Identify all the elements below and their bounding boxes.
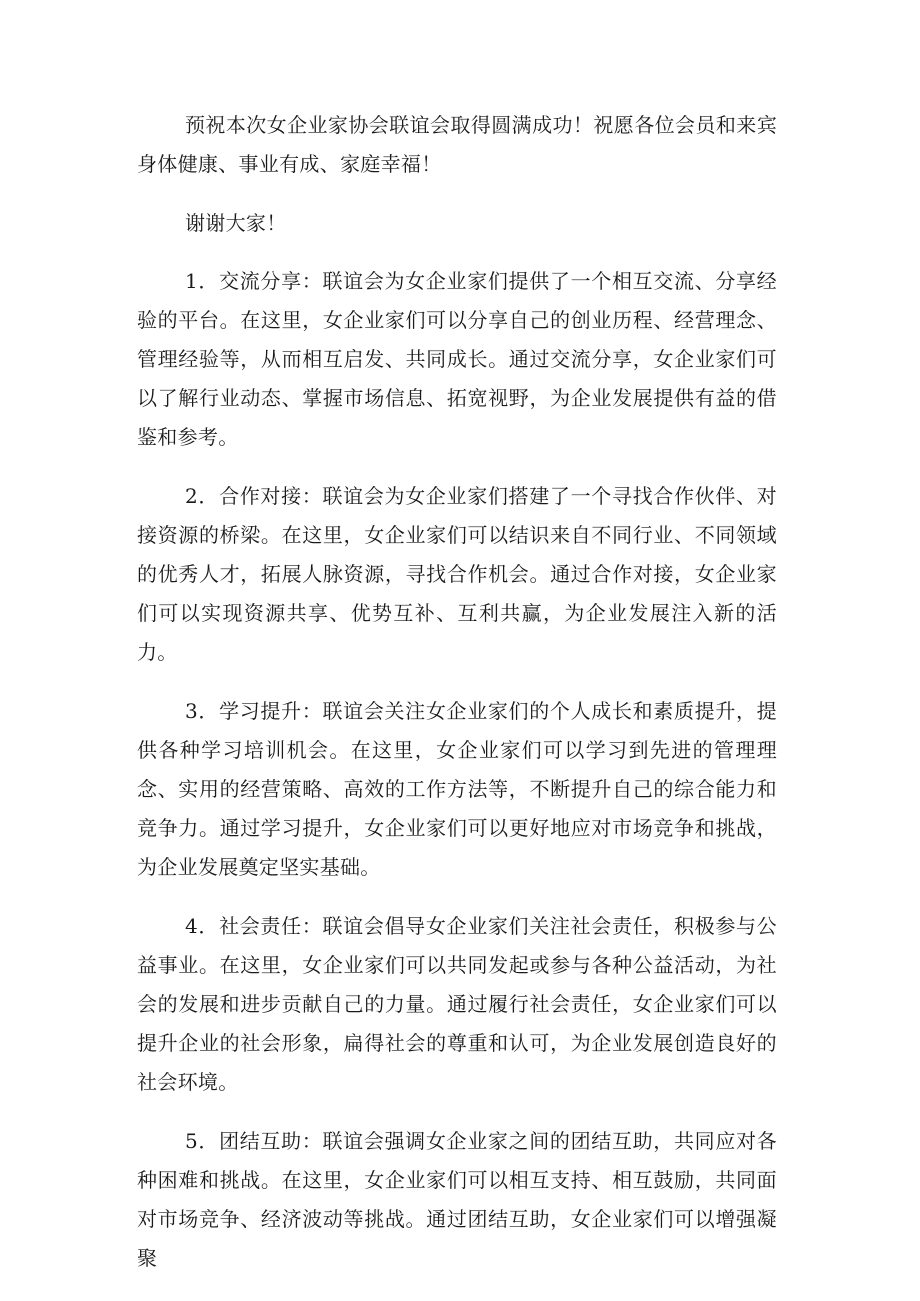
document-body (137, 106, 777, 1298)
item-2-cooperation: 2．合作对接：联谊会为女企业家们搭建了一个寻找合作伙伴、对接资源的桥梁。在这里，女企业家们可以结识来自不同行业、不同领域的优秀人才，拓展人脉资源，寻找合作机会。通过合作对接，女企业家们可以实现资源共享、优势互补、互利共赢，为企业发展注入新的活力。 (137, 484, 777, 664)
item-1-exchange-sharing: 1．交流分享：联谊会为女企业家们提供了一个相互交流、分享经验的平台。在这里，女企业家们可以分享自己的创业历程、经营理念、管理经验等，从而相互启发、共同成长。通过交流分享，女企业家们可以了解行业动态、掌握市场信息、拓宽视野，为企业发展提供有益的借鉴和参考。 (137, 269, 777, 449)
item-4-social-responsibility: 4．社会责任：联谊会倡导女企业家们关注社会责任，积极参与公益事业。在这里，女企业家们可以共同发起或参与各种公益活动，为社会的发展和进步贡献自己的力量。通过履行社会责任，女企业家们可以提升企业的社会形象，扁得社会的尊重和认可，为企业发展创造良好的社会环境。 (137, 914, 777, 1094)
closing-wishes-paragraph: 预祝本次女企业家协会联谊会取得圆满成功！祝愿各位会员和来宾身体健康、事业有成、家庭幸福！ (137, 113, 777, 176)
thanks-paragraph: 谢谢大家！ (185, 211, 287, 235)
item-5-mutual-help: 5．团结互助：联谊会强调女企业家之间的团结互助，共同应对各种困难和挑战。在这里，女企业家们可以相互支持、相互鼓励，共同面对市场竞争、经济波动等挑战。通过团结互助，女企业家们可以增强凝聚 (137, 1129, 777, 1270)
item-3-learning: 3．学习提升：联谊会关注女企业家们的个人成长和素质提升，提供各种学习培训机会。在这里，女企业家们可以学习到先进的管理理念、实用的经营策略、高效的工作方法等，不断提升自己的综合能力和竞争力。通过学习提升，女企业家们可以更好地应对市场竞争和挑战，为企业发展奠定坚实基础。 (137, 699, 777, 879)
